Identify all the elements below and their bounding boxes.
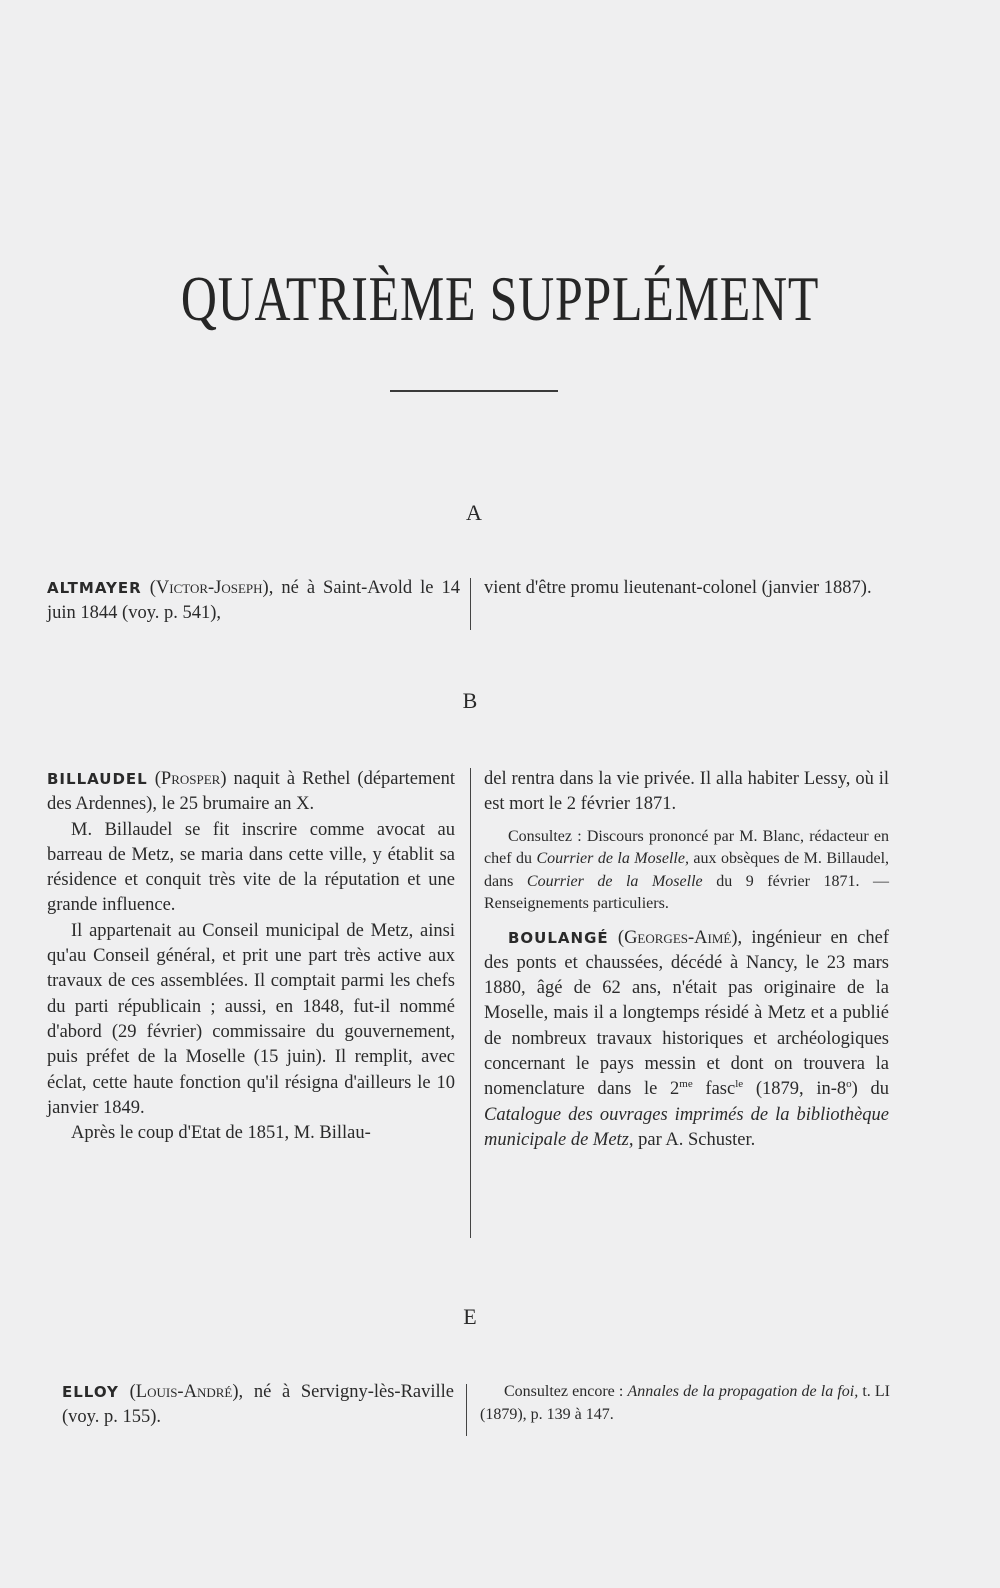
entry-text: (1879, in-8 bbox=[743, 1079, 847, 1100]
entry-firstnames: (Georges-Aimé) bbox=[617, 927, 738, 948]
elloy-consult-note bbox=[480, 1381, 890, 1426]
entry-firstnames: (Louis-André) bbox=[129, 1382, 239, 1402]
altmayer-entry-left bbox=[47, 576, 460, 627]
entry-firstnames: (Prosper) bbox=[154, 769, 227, 789]
note-italic: Courrier de la Moselle bbox=[526, 872, 703, 890]
entry-italic: Catalogue des ouvrages imprimés de la bibliothèque municipale de Metz, bbox=[484, 1104, 889, 1150]
entry-name: ELLOY bbox=[62, 1383, 119, 1401]
entry-text: , né à Servigny-lès-Raville (voy. p. 155). bbox=[62, 1382, 454, 1428]
entry-name: ALTMAYER bbox=[47, 579, 142, 597]
column-divider bbox=[470, 578, 471, 630]
column-divider bbox=[466, 1384, 467, 1436]
column-divider bbox=[470, 768, 471, 1238]
note-text: t. LI (1879), p. 139 à 147. bbox=[480, 1383, 891, 1423]
section-letter-e: E bbox=[463, 1304, 477, 1329]
entry-text: naquit à Rethel (département des Ardennes), le 25 brumaire an X. bbox=[47, 769, 455, 815]
elloy-entry bbox=[62, 1380, 454, 1431]
section-letter-b: B bbox=[462, 688, 478, 713]
altmayer-entry-right bbox=[484, 576, 889, 601]
superscript: le bbox=[735, 1078, 744, 1091]
paragraph: Après le coup d'Etat de 1851, M. Billau- bbox=[71, 1123, 371, 1144]
note-text: du 9 février 1871. — Renseignements particuliers. bbox=[484, 872, 890, 913]
paragraph: Il appartenait au Conseil municipal de Metz, ainsi qu'au Conseil général, et prit une part très active aux travaux de ces assemblées. Il comptait parmi les chefs du parti républicain ; aussi, en 1848, fut-il nommé d'abord (29 février) commissaire du gouvernement, puis préfet de la Moselle (15 juin). Il remplit, avec éclat, cette haute fonction qu'il résigna d'ailleurs le 10 janvier 1849. bbox=[47, 920, 455, 1118]
entry-text: par A. Schuster. bbox=[633, 1129, 756, 1150]
superscript: me bbox=[679, 1078, 693, 1091]
entry-name: BOULANGÉ bbox=[508, 928, 609, 947]
consult-note bbox=[484, 826, 889, 916]
entry-text: vient d'être promu lieutenant-colonel (janvier 1887). bbox=[484, 578, 872, 598]
entry-text: fasc bbox=[692, 1079, 736, 1100]
billaudel-entry-continued bbox=[484, 767, 889, 1153]
note-italic: Courrier de la Moselle, bbox=[536, 850, 689, 868]
entry-name: BILLAUDEL bbox=[47, 770, 148, 788]
page-title: QUATRIÈME SUPPLÉMENT bbox=[180, 263, 820, 334]
billaudel-entry bbox=[47, 767, 455, 1146]
boulange-entry bbox=[484, 926, 889, 1154]
superscript: o bbox=[846, 1078, 852, 1091]
entry-text: , né à Saint-Avold le 14 juin 1844 (voy. p. 541), bbox=[47, 578, 461, 624]
section-letter-a: A bbox=[466, 500, 482, 525]
note-text: Consultez encore : bbox=[504, 1383, 628, 1400]
paragraph: M. Billaudel se fit inscrire comme avocat au barreau de Metz, se maria dans cette ville, y établit sa résidence et conquit très vite de la réputation et une grande influence. bbox=[47, 819, 455, 916]
paragraph: del rentra dans la vie privée. Il alla habiter Lessy, où il est mort le 2 février 1871. bbox=[484, 769, 889, 815]
entry-firstnames: (Victor-Joseph) bbox=[149, 578, 269, 598]
note-text: Consultez : Discours prononcé par M. Blanc, rédacteur en chef du bbox=[484, 827, 889, 868]
note-text: aux obsèques de M. Billaudel, dans bbox=[484, 850, 890, 890]
note-italic: Annales de la propagation de la foi, bbox=[627, 1383, 859, 1400]
entry-text: ) du bbox=[851, 1079, 889, 1100]
entry-text: , ingénieur en chef des ponts et chaussées, décédé à Nancy, le 23 mars 1880, âgé de 62 ans, n'était pas originaire de la Moselle, mais il a longtemps résidé à Metz et a publié de nombreux travaux historiques et archéologiques concernant le pays messin et dont on trouvera la nomenclature dans le 2 bbox=[484, 927, 889, 1100]
title-rule bbox=[390, 390, 558, 392]
